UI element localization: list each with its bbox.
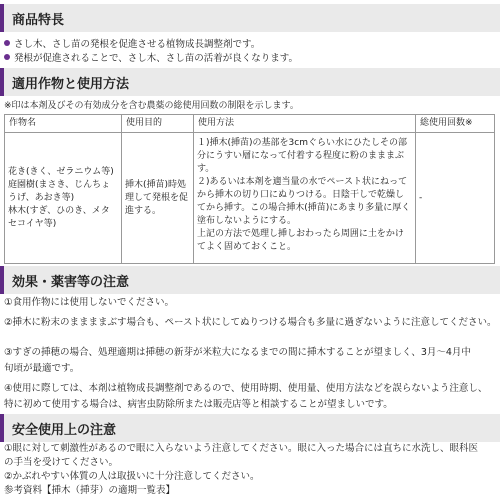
reference-line: 参考資料【挿木（挿芽）の適期一覧表】 (4, 485, 176, 496)
crop-item: 花き(きく、ゼラニウム等) (8, 166, 114, 177)
crop-item: 庭園樹(まさき、じんちょうげ、あおき等) (8, 179, 111, 203)
bullet-dot-icon (4, 54, 10, 60)
caution-line: ②挿木に粉末のままままぶす場合も、ペースト状にしてぬりつける場合も多量に過ぎないように注意してください。 (4, 317, 497, 328)
caution-line: 旬頃が最適です。 (4, 363, 80, 374)
section-header-features (0, 4, 500, 32)
method-step: ２)あるいは本剤を適当量の水でペースト状にねってから挿木の切り口にぬりつける。日陰干しで乾燥してから挿す。この場合挿木(挿苗)にあまり多量に厚く塗布しないようにする。 (197, 177, 411, 226)
bullet-dot-icon (4, 40, 10, 46)
bullet-item: さし木、さし苗の発根を促進させる植物成長調整剤です。 (4, 38, 260, 52)
safety-line: ②かぶれやすい体質の人は取扱いに十分注意してください。 (4, 471, 260, 482)
caution-line: 特に初めて使用する場合は、病害虫防除所または販売店等と相談することが望ましいです。 (4, 399, 393, 410)
section-title: 適用作物と使用方法 (12, 77, 130, 92)
section-header-usage (0, 68, 500, 96)
bullet-item: 発根が促進されることで、さし木、さし苗の活着が良くなります。 (4, 52, 298, 66)
section-header-safety (0, 414, 500, 442)
method-step: 上記の方法で処理し挿しおわったら周囲に土をかけてよく固めておくこと。 (197, 229, 404, 252)
safety-line: の手当を受けてください。 (4, 457, 119, 468)
caution-line: ③すぎの挿穂の場合、処理適期は挿穂の新芽が米粒大になるまでの間に挿木することが望ましく、3月～4月中 (4, 347, 471, 358)
crop-item: 林木(すぎ、ひのき、メタセコイヤ等) (8, 205, 110, 229)
table-header-cell: 使用方法 (194, 115, 416, 133)
section-title: 効果・薬害等の注意 (12, 275, 130, 290)
caution-line: ①食用作物には使用しないでください。 (4, 297, 175, 308)
table-row (5, 133, 495, 264)
section-title: 安全使用上の注意 (12, 423, 117, 438)
section-header-effects (0, 266, 500, 294)
table-header-cell: 使用目的 (122, 115, 194, 133)
count-cell: - (416, 133, 495, 264)
safety-line: ①眼に対して刺激性があるので眼に入らないよう注意してください。眼に入った場合には直ちに水洗し、眼科医 (4, 443, 479, 454)
method-step: １)挿木(挿苗)の基部を3cmぐらい水にひたしその部分にうすい層になって付着する程度に粉のまままぶす。 (197, 138, 407, 174)
usage-table (4, 114, 495, 264)
usage-note: ※印は本剤及びその有効成分を含む農薬の総使用回数の制限を示します。 (4, 101, 299, 111)
table-header-cell: 作物名 (5, 115, 122, 133)
table-header-cell: 総使用回数※ (416, 115, 495, 133)
purpose-cell: 挿木(挿苗)時処理して発根を促進する。 (122, 133, 194, 264)
caution-line: ④使用に際しては、本剤は植物成長調整剤であるので、使用時期、使用量、使用方法などを誤らないよう注意し、 (4, 383, 488, 394)
table-header-row (5, 115, 495, 133)
crop-cell (5, 133, 122, 264)
method-cell (194, 133, 416, 264)
section-title: 商品特長 (12, 13, 65, 28)
